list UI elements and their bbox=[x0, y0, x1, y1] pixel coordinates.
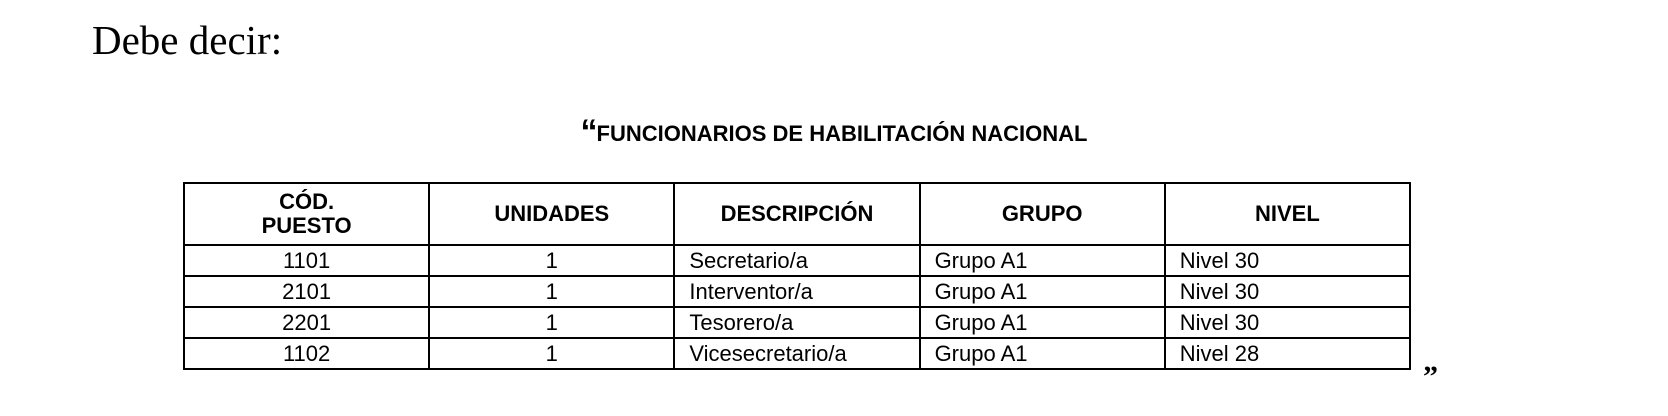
cell-code: 1102 bbox=[184, 338, 429, 369]
cell-units: 1 bbox=[429, 276, 674, 307]
cell-level: Nivel 30 bbox=[1165, 307, 1410, 338]
table-row bbox=[184, 338, 1410, 369]
cell-description: Vicesecretario/a bbox=[674, 338, 919, 369]
table-row bbox=[184, 245, 1410, 276]
lead-text: Debe decir: bbox=[92, 17, 283, 63]
cell-code: 1101 bbox=[184, 245, 429, 276]
cell-group: Grupo A1 bbox=[920, 307, 1165, 338]
cell-level: Nivel 30 bbox=[1165, 245, 1410, 276]
cell-group: Grupo A1 bbox=[920, 245, 1165, 276]
cell-description: Secretario/a bbox=[674, 245, 919, 276]
table-row bbox=[184, 276, 1410, 307]
opening-quote: “ bbox=[580, 113, 596, 151]
cell-code: 2201 bbox=[184, 307, 429, 338]
cell-group: Grupo A1 bbox=[920, 338, 1165, 369]
table-title-text: FUNCIONARIOS DE HABILITACIÓN NACIONAL bbox=[596, 121, 1088, 146]
cell-units: 1 bbox=[429, 245, 674, 276]
cell-code: 2101 bbox=[184, 276, 429, 307]
header-code-line1: CÓD. bbox=[279, 189, 335, 214]
cell-units: 1 bbox=[429, 338, 674, 369]
header-level: NIVEL bbox=[1165, 183, 1410, 245]
cell-description: Tesorero/a bbox=[674, 307, 919, 338]
header-code bbox=[184, 183, 429, 245]
cell-group: Grupo A1 bbox=[920, 276, 1165, 307]
header-description: DESCRIPCIÓN bbox=[674, 183, 919, 245]
header-units: UNIDADES bbox=[429, 183, 674, 245]
cell-description: Interventor/a bbox=[674, 276, 919, 307]
table-title bbox=[0, 113, 1668, 151]
table-row bbox=[184, 307, 1410, 338]
closing-quote: ” bbox=[1423, 360, 1438, 393]
cell-level: Nivel 30 bbox=[1165, 276, 1410, 307]
cell-level: Nivel 28 bbox=[1165, 338, 1410, 369]
table-header-row bbox=[184, 183, 1410, 245]
posts-table bbox=[183, 182, 1411, 370]
header-group: GRUPO bbox=[920, 183, 1165, 245]
header-code-line2: PUESTO bbox=[261, 213, 352, 238]
cell-units: 1 bbox=[429, 307, 674, 338]
